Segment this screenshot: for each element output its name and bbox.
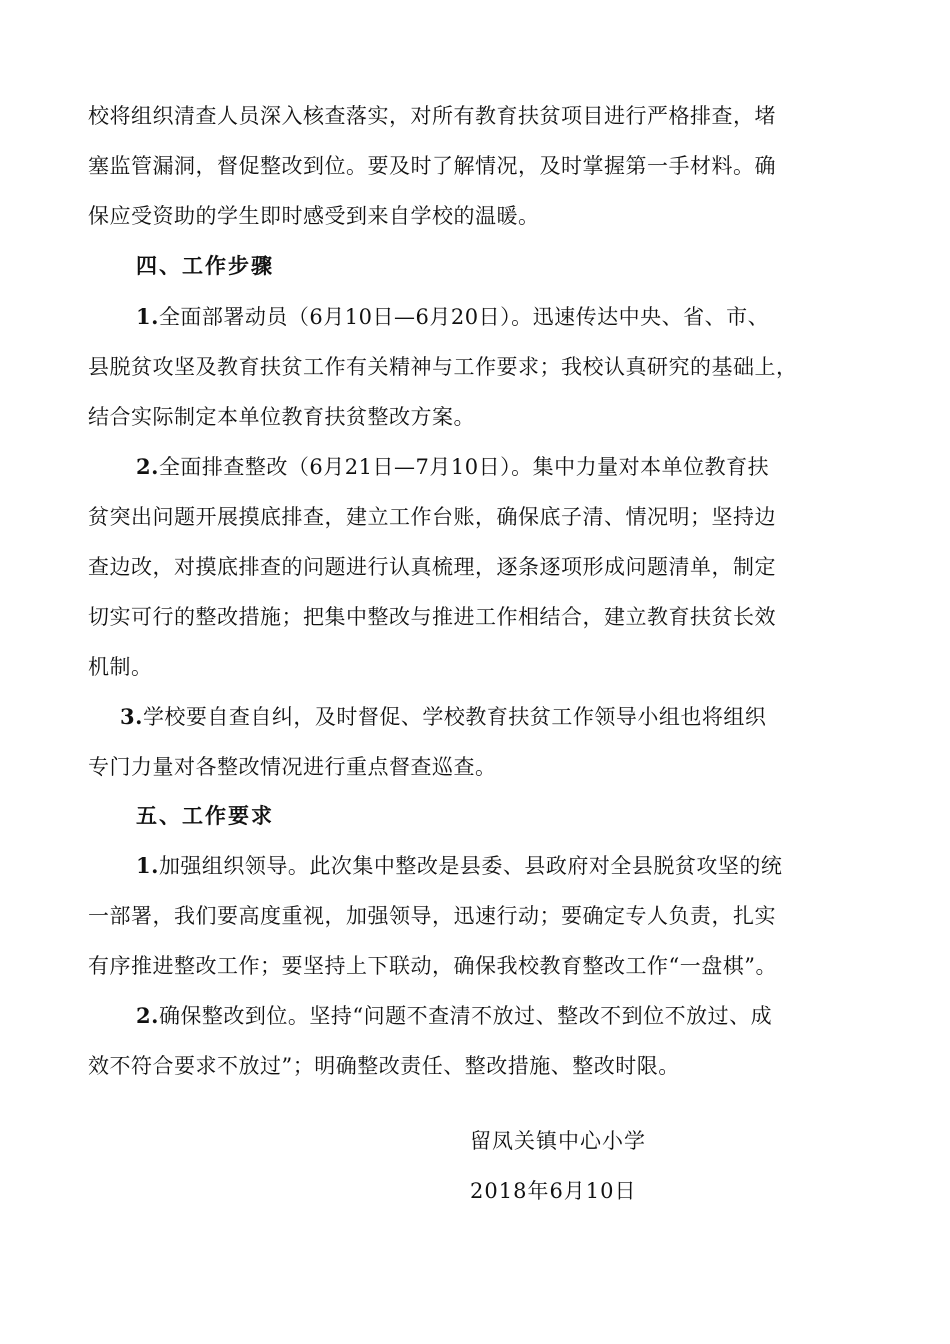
item-text: 确保整改到位。坚持“问题不查清不放过、整改不到位不放过、成 [158, 1004, 773, 1028]
paragraph-line: 县脱贫攻坚及教育扶贫工作有关精神与工作要求；我校认真研究的基础上， [88, 355, 798, 379]
item-text: 加强组织领导。此次集中整改是县委、县政府对全县脱贫攻坚的统 [158, 854, 783, 878]
list-item-first-line [136, 452, 926, 482]
item-number: 1. [136, 304, 159, 329]
item-text: 学校要自查自纠，及时督促、学校教育扶贫工作领导小组也将组织 [142, 705, 767, 729]
list-item-first-line [120, 702, 910, 732]
paragraph-line: 一部署，我们要高度重视，加强领导，迅速行动；要确定专人负责，扎实 [88, 904, 776, 928]
item-number: 2. [136, 1003, 159, 1028]
signature-date: 2018年6月10日 [470, 1179, 637, 1203]
paragraph-line: 有序推进整改工作；要坚持上下联动，确保我校教育整改工作“一盘棋”。 [88, 954, 777, 978]
section-heading-requirements: 五、工作要求 [136, 803, 274, 828]
section-heading-steps: 四、工作步骤 [136, 253, 274, 278]
paragraph-line: 查边改，对摸底排查的问题进行认真梳理，逐条逐项形成问题清单，制定 [88, 555, 776, 579]
list-item-first-line [136, 302, 926, 332]
item-text: 全面部署动员（6月10日—6月20日）。迅速传达中央、省、市、 [158, 305, 770, 329]
paragraph-line: 专门力量对各整改情况进行重点督查巡查。 [88, 755, 497, 779]
paragraph-line: 贫突出问题开展摸底排查，建立工作台账，确保底子清、情况明；坚持边 [88, 505, 776, 529]
item-number: 2. [136, 454, 159, 479]
paragraph-line: 塞监管漏洞，督促整改到位。要及时了解情况，及时掌握第一手材料。确 [88, 154, 776, 178]
paragraph-line: 保应受资助的学生即时感受到来自学校的温暖。 [88, 204, 540, 228]
paragraph-line: 机制。 [88, 655, 153, 679]
paragraph-line: 结合实际制定本单位教育扶贫整改方案。 [88, 405, 475, 429]
paragraph-line: 切实可行的整改措施；把集中整改与推进工作相结合，建立教育扶贫长效 [88, 605, 776, 629]
paragraph-line: 效不符合要求不放过”；明确整改责任、整改措施、整改时限。 [88, 1054, 680, 1078]
item-number: 1. [136, 853, 159, 878]
list-item-first-line [136, 1001, 926, 1031]
item-text: 全面排查整改（6月21日—7月10日）。集中力量对本单位教育扶 [158, 455, 770, 479]
signature-organization: 留凤关镇中心小学 [470, 1129, 646, 1153]
list-item-first-line [136, 851, 926, 881]
item-number: 3. [120, 704, 143, 729]
paragraph-line: 校将组织清查人员深入核查落实，对所有教育扶贫项目进行严格排查，堵 [88, 104, 776, 128]
